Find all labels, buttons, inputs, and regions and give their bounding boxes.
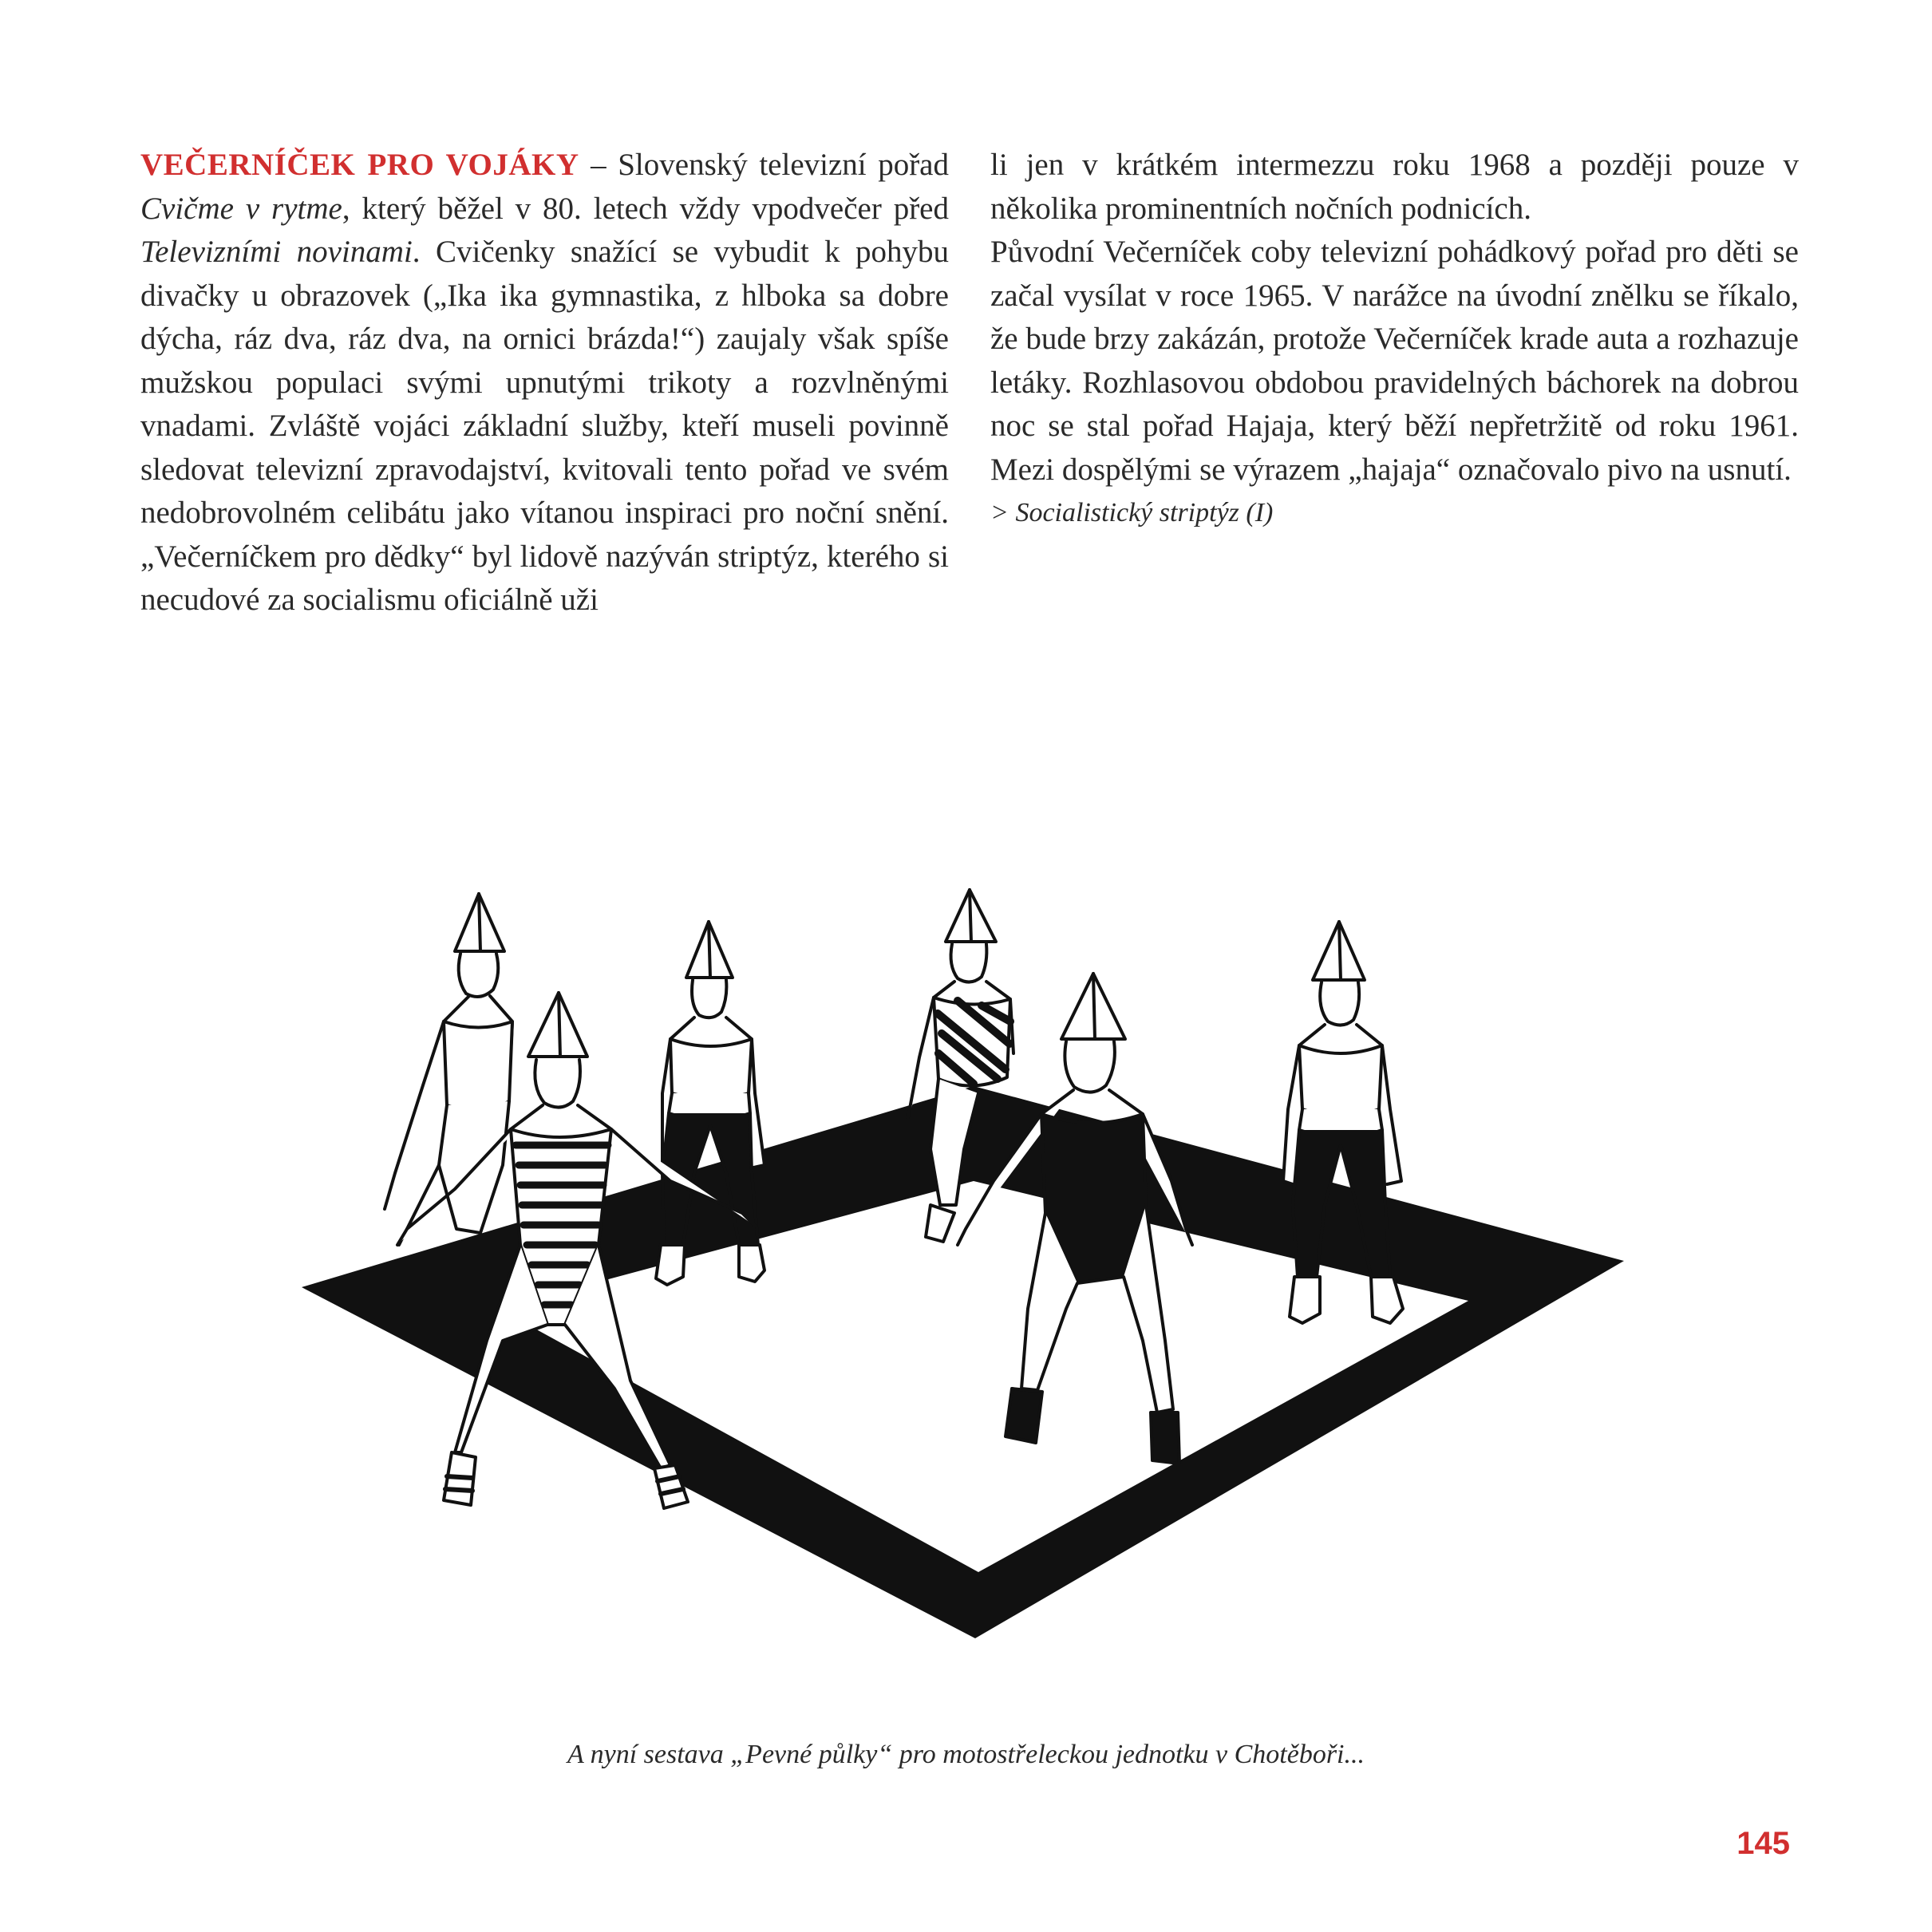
continuation-paragraph: li jen v krátkém intermezzu roku 1968 a později pouze v několika prominentních nočních podnicích. bbox=[990, 148, 1799, 226]
left-text-column bbox=[140, 144, 949, 622]
headword-dash: – bbox=[579, 148, 618, 182]
show-title: Cvičme v rytme bbox=[140, 191, 342, 226]
page-number: 145 bbox=[1736, 1826, 1790, 1861]
dancer-back-left bbox=[385, 894, 512, 1245]
entry-text-segment: Slovenský televizní pořad bbox=[618, 148, 949, 182]
entry-paragraph bbox=[140, 144, 949, 622]
history-paragraph: Původní Večerníček coby televizní pohádkový pořad pro děti se začal vysílat v roce 1965. V narážce na úvodní znělku se říkalo, že bude brzy zakázán, protože Večerníček krade auta a rozhazuje letáky. Rozhlasovou obdobou pravidelných báchorek na dobrou noc se stal pořad Hajaja, který běží nepřetržitě od roku 1961. Mezi dospělými se výrazem „hajaja“ označovalo pivo na usnutí. bbox=[990, 235, 1799, 487]
news-title: Televizními novinami bbox=[140, 235, 413, 269]
entry-text-segment: , který běžel v 80. letech vždy vpodvečer před bbox=[342, 191, 949, 226]
illustration-caption: A nyní sestava „Pevné půlky“ pro motostřeleckou jednotku v Chotěboři... bbox=[567, 1740, 1365, 1769]
right-text-column bbox=[990, 144, 1799, 535]
aerobics-illustration bbox=[295, 830, 1644, 1668]
entry-headword: VEČERNÍČEK PRO VOJÁKY bbox=[140, 148, 579, 182]
entry-text-segment: . Cvičenky snažící se vybudit k pohybu divačky u obrazovek („Ika ika gymnastika, z hlboka sa dobre dýcha, ráz dva, ráz dva, na ornici brázda!“) zaujaly však spíše mužskou populaci svými upnutými trikoty a rozvlněnými vnadami. Zvláště vojáci základní služby, kteří museli povinně sledovat televizní zpravodajství, kvitovali tento pořad ve svém nedobrovolném celibátu jako vítanou inspiraci pro noční snění. „Večerníčkem pro dědky“ byl lidově nazýván striptýz, kterého si necudové za socialismu oficiálně uži bbox=[140, 235, 949, 617]
cross-reference: > Socialistický striptýz (I) bbox=[990, 498, 1274, 527]
